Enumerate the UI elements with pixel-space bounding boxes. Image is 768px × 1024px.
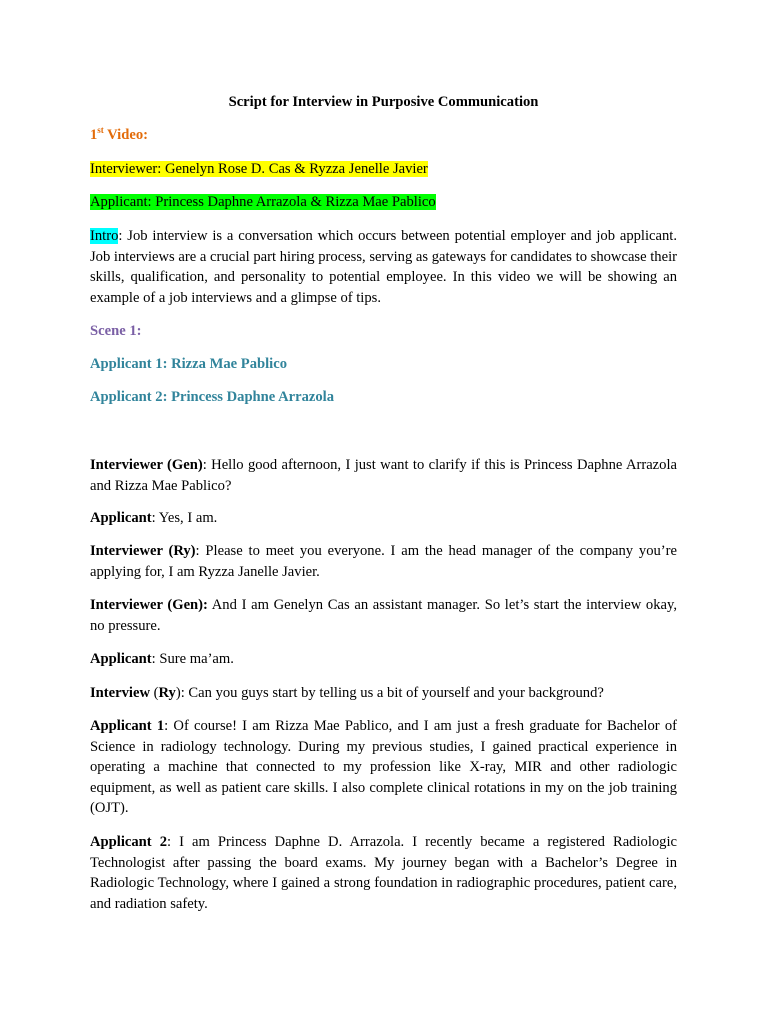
document-title: Script for Interview in Purposive Communication <box>228 94 539 110</box>
applicant-2-heading: Applicant 2: Princess Daphne Arrazola <box>90 389 335 405</box>
speaker-name: Applicant 1 <box>90 718 165 734</box>
document-page <box>90 0 677 1024</box>
interviewer-highlight: Interviewer: Genelyn Rose D. Cas & Ryzza Jenelle Javier <box>90 161 428 177</box>
video-number-suffix: st <box>97 125 104 136</box>
speaker-name: Interview <box>90 685 150 701</box>
dialogue-line <box>90 832 677 914</box>
applicant-line <box>90 192 677 213</box>
video-label: Video: <box>103 127 148 143</box>
dialogue-text: And I am Genelyn Cas an assistant manager. So let’s start the interview okay, no pressure. <box>90 597 678 634</box>
dialogue-text: : Of course! I am Rizza Mae Pablico, and I am just a fresh graduate for Bachelor of Science in radiology technology. During my previous studies, I gained practical experience in operating a machine that connected to my profession like X-ray, MIR and other radiologic equipment, as well as patient care skills. I also complete clinical rotations in my on the job training (OJT). <box>90 718 677 816</box>
speaker-name: Applicant <box>90 651 152 667</box>
speaker-paren-close: ) <box>175 685 181 701</box>
speaker-name: Interviewer (Ry) <box>90 543 196 559</box>
video-heading <box>90 125 677 146</box>
applicant-highlight: Applicant: Princess Daphne Arrazola & Rizza Mae Pablico <box>90 194 436 210</box>
video-number: 1 <box>90 127 98 143</box>
speaker-short: Ry <box>158 685 176 701</box>
scene-heading: Scene 1: <box>90 323 142 339</box>
applicant-1-heading: Applicant 1: Rizza Mae Pablico <box>90 356 287 372</box>
dialogue-text: : Please to meet you everyone. I am the head manager of the company you’re applying for, I am Ryzza Janelle Javier. <box>90 543 677 580</box>
dialogue-text: : Hello good afternoon, I just want to clarify if this is Princess Daphne Arrazola and Rizza Mae Pablico? <box>90 457 677 494</box>
speaker-name: Applicant <box>90 510 152 526</box>
speaker-name: Interviewer (Gen): <box>90 597 208 613</box>
dialogue-line <box>90 541 677 582</box>
intro-label: Intro <box>90 228 119 244</box>
speaker-name: Interviewer (Gen) <box>90 457 203 473</box>
dialogue-line <box>90 716 677 819</box>
dialogue-text: : I am Princess Daphne D. Arrazola. I recently became a registered Radiologic Technologist after passing the board exams. My journey began with a Bachelor’s Degree in Radiologic Technology, where I gained a strong foundation in radiographic procedures, patient care, and radiation safety. <box>90 834 678 912</box>
dialogue-line <box>90 508 677 529</box>
speaker-name: Applicant 2 <box>90 834 167 850</box>
dialogue-line <box>90 683 677 704</box>
speaker-paren-open: ( <box>149 685 159 701</box>
interviewer-line <box>90 159 677 180</box>
dialogue-line <box>90 649 677 670</box>
dialogue-text: : Sure ma’am. <box>151 651 234 667</box>
dialogue-line <box>90 455 677 496</box>
intro-paragraph <box>90 226 677 308</box>
dialogue-line <box>90 595 677 636</box>
dialogue-text: : Can you guys start by telling us a bit of yourself and your background? <box>180 685 604 701</box>
dialogue-text: : Yes, I am. <box>151 510 218 526</box>
intro-text: : Job interview is a conversation which occurs between potential employer and job applicant. Job interviews are a crucial part hiring process, serving as gateways for candidates to showcase their skills, qualification, and personality to potential employee. In this video we will be showing an example of a job interviews and a glimpse of tips. <box>90 228 677 306</box>
